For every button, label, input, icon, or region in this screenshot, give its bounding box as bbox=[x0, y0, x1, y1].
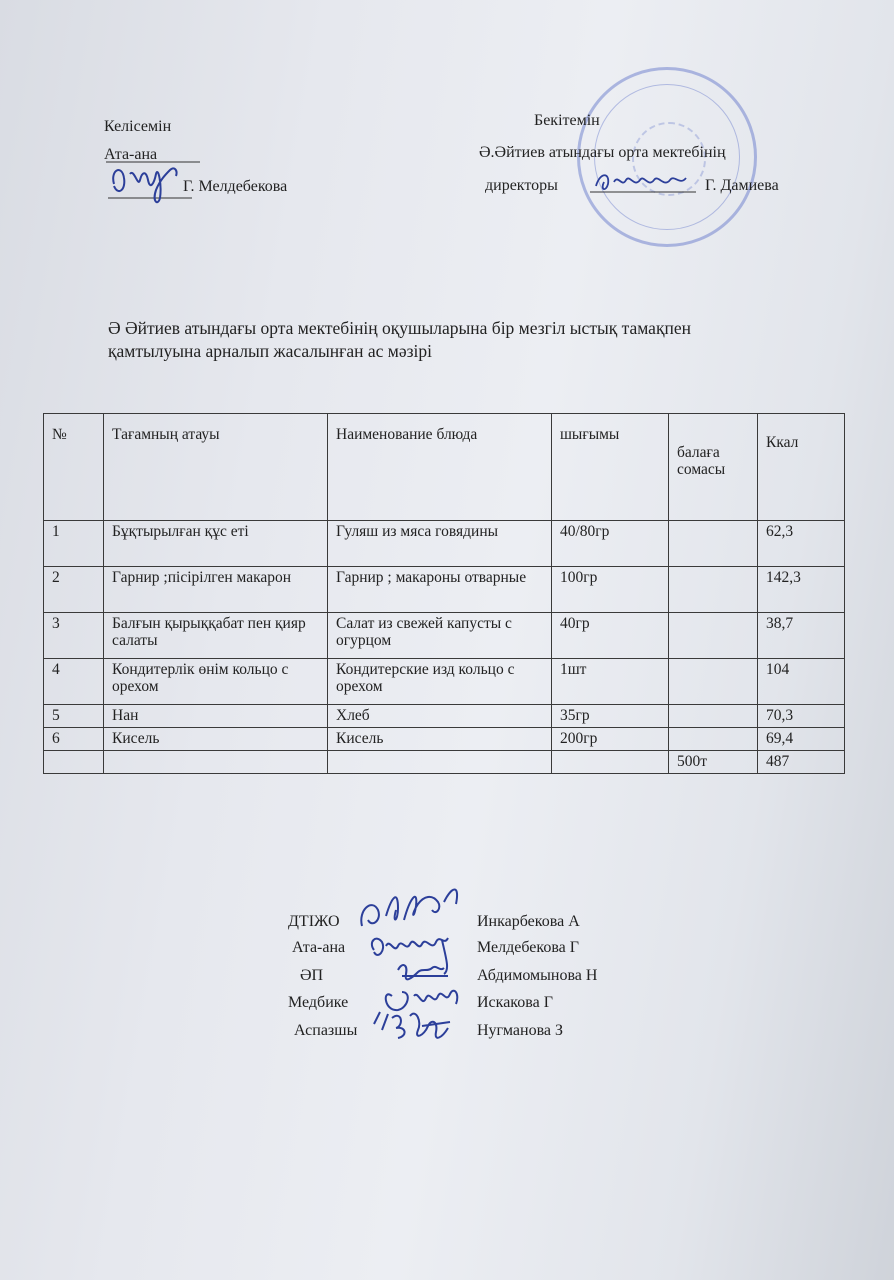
sig-role-2: Ата-ана bbox=[292, 939, 346, 956]
table-row bbox=[44, 613, 845, 659]
table-row bbox=[44, 521, 845, 567]
cell-name-ru: Кисель bbox=[328, 728, 552, 751]
cell-kcal: 142,3 bbox=[758, 567, 845, 613]
cell-yield: 35гр bbox=[552, 705, 669, 728]
cell-kcal: 69,4 bbox=[758, 728, 845, 751]
cell-empty bbox=[552, 751, 669, 774]
cell-price bbox=[669, 728, 758, 751]
school-name: Ә.Әйтиев атындағы орта мектебінің bbox=[479, 144, 726, 161]
cell-yield: 40гр bbox=[552, 613, 669, 659]
title-line-1: Ә Әйтиев атындағы орта мектебінің оқушыларына бір мезгіл ыстық тамақпен bbox=[108, 318, 691, 338]
cell-yield: 200гр bbox=[552, 728, 669, 751]
cell-name-kz: Нан bbox=[104, 705, 328, 728]
cell-name-kz: Кисель bbox=[104, 728, 328, 751]
cell-yield: 100гр bbox=[552, 567, 669, 613]
table-total-row bbox=[44, 751, 845, 774]
table-row bbox=[44, 659, 845, 705]
cell-kcal: 104 bbox=[758, 659, 845, 705]
sig-name-2: Мелдебекова Г bbox=[477, 939, 580, 956]
cell-empty bbox=[104, 751, 328, 774]
sig-role-4: Медбике bbox=[288, 994, 349, 1011]
agreed-label: Келісемін bbox=[104, 118, 172, 135]
sig-name-4: Искакова Г bbox=[477, 994, 553, 1011]
header-name-ru: Наименование блюда bbox=[328, 414, 552, 521]
cell-kcal: 62,3 bbox=[758, 521, 845, 567]
header-kcal: Ккал bbox=[758, 414, 845, 521]
menu-table bbox=[43, 413, 845, 774]
cell-price bbox=[669, 659, 758, 705]
sig-name-3: Абдимомынова Н bbox=[477, 967, 598, 984]
total-kcal: 487 bbox=[758, 751, 845, 774]
parent-signature-icon bbox=[100, 140, 210, 210]
sig-role-5: Аспазшы bbox=[294, 1022, 358, 1039]
cell-name-ru: Салат из свежей капусты с огурцом bbox=[328, 613, 552, 659]
sig-name-5: Нугманова З bbox=[477, 1022, 564, 1039]
header-num: № bbox=[44, 414, 104, 521]
total-price: 500т bbox=[669, 751, 758, 774]
cell-num: 4 bbox=[44, 659, 104, 705]
sig-role-3: ӘП bbox=[300, 967, 324, 984]
table-header-row bbox=[44, 414, 845, 521]
cell-num: 6 bbox=[44, 728, 104, 751]
cell-price bbox=[669, 567, 758, 613]
cell-name-kz: Кондитерлік өнім кольцо с орехом bbox=[104, 659, 328, 705]
header-price: балаға сомасы bbox=[669, 414, 758, 521]
cell-name-ru: Кондитерские изд кольцо с орехом bbox=[328, 659, 552, 705]
signatures-handwriting-icon bbox=[352, 880, 477, 1060]
cell-name-ru: Гуляш из мяса говядины bbox=[328, 521, 552, 567]
title-line-2: қамтылуына арналып жасалынған ас мәзірі bbox=[108, 341, 432, 361]
header-yield: шығымы bbox=[552, 414, 669, 521]
director-label: директоры bbox=[485, 177, 558, 194]
cell-empty bbox=[328, 751, 552, 774]
sig-role-1: ДТІЖО bbox=[288, 913, 340, 930]
parent-name: Г. Мелдебекова bbox=[183, 178, 288, 195]
cell-price bbox=[669, 613, 758, 659]
table-row bbox=[44, 567, 845, 613]
cell-name-ru: Хлеб bbox=[328, 705, 552, 728]
cell-name-kz: Балғын қырыққабат пен қияр салаты bbox=[104, 613, 328, 659]
approved-label: Бекітемін bbox=[534, 112, 600, 129]
director-name: Г. Дамиева bbox=[705, 177, 779, 194]
parent-label: Ата-ана bbox=[104, 146, 158, 163]
cell-num: 1 bbox=[44, 521, 104, 567]
cell-empty bbox=[44, 751, 104, 774]
header-name-kz: Тағамның атауы bbox=[104, 414, 328, 521]
cell-name-kz: Бұқтырылған құс еті bbox=[104, 521, 328, 567]
document-title bbox=[108, 317, 848, 363]
cell-num: 5 bbox=[44, 705, 104, 728]
cell-kcal: 70,3 bbox=[758, 705, 845, 728]
cell-num: 3 bbox=[44, 613, 104, 659]
cell-kcal: 38,7 bbox=[758, 613, 845, 659]
director-signature-icon bbox=[588, 166, 698, 200]
cell-name-ru: Гарнир ; макароны отварные bbox=[328, 567, 552, 613]
cell-yield: 1шт bbox=[552, 659, 669, 705]
cell-price bbox=[669, 705, 758, 728]
cell-num: 2 bbox=[44, 567, 104, 613]
cell-name-kz: Гарнир ;пісірілген макарон bbox=[104, 567, 328, 613]
cell-yield: 40/80гр bbox=[552, 521, 669, 567]
cell-price bbox=[669, 521, 758, 567]
sig-name-1: Инкарбекова А bbox=[477, 913, 580, 930]
table-row bbox=[44, 705, 845, 728]
table-row bbox=[44, 728, 845, 751]
